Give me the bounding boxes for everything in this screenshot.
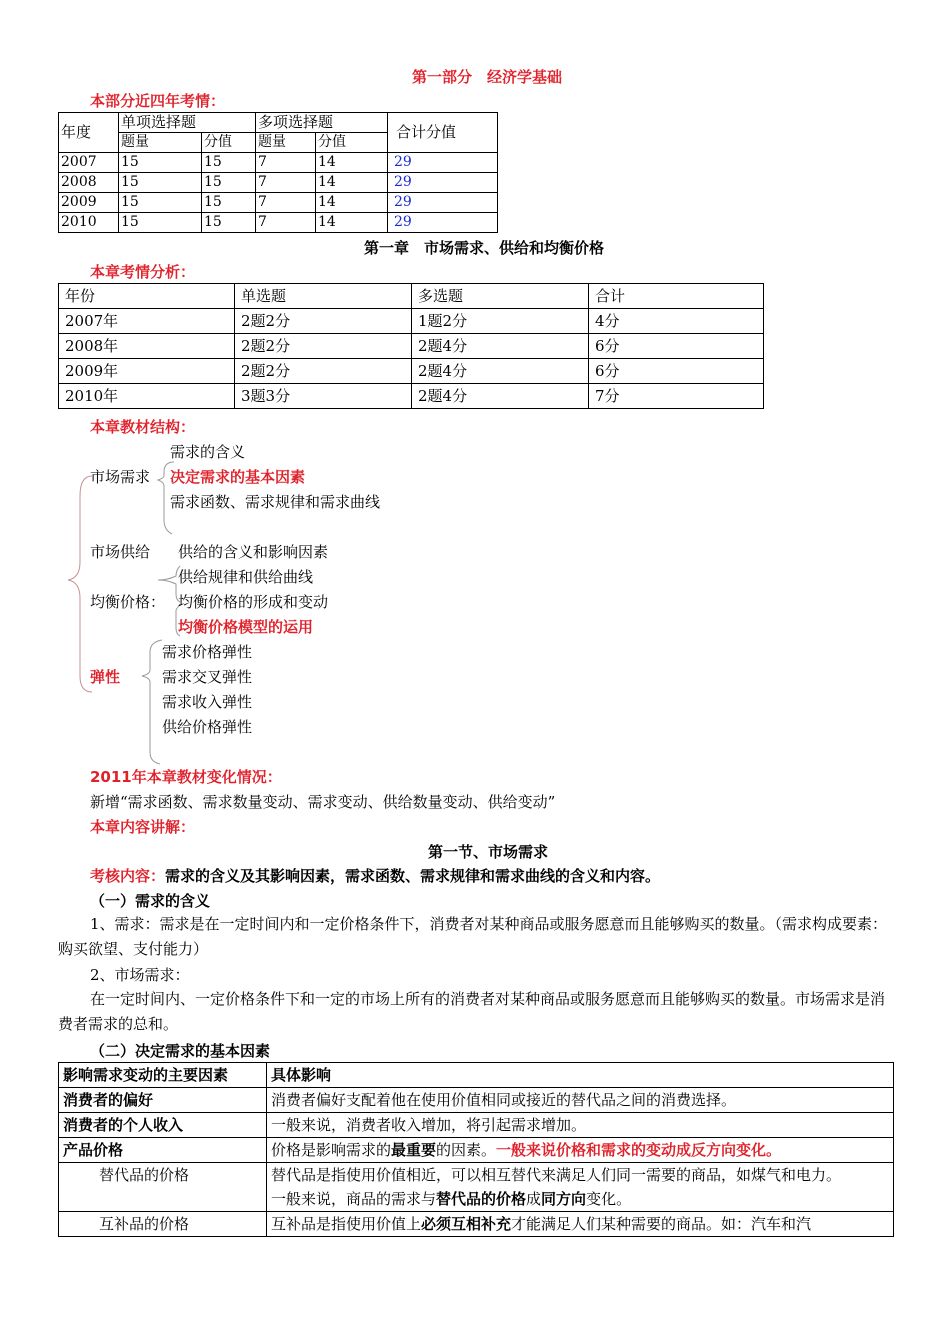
table-cell: 15	[119, 193, 202, 213]
table-cell	[267, 1163, 894, 1212]
table-cell: 产品价格	[59, 1138, 267, 1163]
text-line	[271, 1187, 889, 1211]
table-cell: 14	[316, 193, 388, 213]
table-cell: 1题2分	[412, 309, 589, 334]
table-cell: 3题3分	[235, 384, 412, 409]
table-cell: 2题2分	[235, 359, 412, 384]
table-cell	[267, 1212, 894, 1237]
tree-elasticity: 弹性	[90, 668, 121, 686]
chapter-title: 第一章 市场需求、供给和均衡价格	[364, 239, 605, 257]
table-cell: 15	[202, 173, 256, 193]
table-cell: 2007	[59, 153, 119, 173]
part-title: 第一部分 经济学基础	[412, 68, 563, 86]
text-run: 变化。	[586, 1190, 632, 1208]
change-label: 2011年本章教材变化情况：	[90, 768, 282, 786]
tree-elasticity-item: 需求收入弹性	[162, 693, 253, 711]
text-run: 替代品的价格	[436, 1190, 527, 1208]
text-run: 才能满足人们某种需要的商品。如：汽车和汽	[511, 1215, 812, 1233]
table-header-cell: 合计	[589, 284, 764, 309]
table-cell: 2题4分	[412, 384, 589, 409]
table-header-cell: 具体影响	[267, 1063, 894, 1088]
paragraph-demand-definition: 1、需求：需求是在一定时间内和一定价格条件下，消费者对某种商品或服务愿意而且能够购买的数量。（需求构成要素：购买欲望、支付能力）	[58, 915, 888, 958]
table-cell: 消费者偏好支配着他在使用价值相同或接近的替代品之间的消费选择。	[267, 1088, 894, 1113]
table-cell: 消费者的偏好	[59, 1088, 267, 1113]
table-row	[59, 1163, 894, 1212]
table-cell: 7	[256, 213, 316, 233]
table-header-cell: 单选题	[235, 284, 412, 309]
tree-demand-item: 决定需求的基本因素	[170, 468, 306, 486]
table-row	[59, 1113, 894, 1138]
table-cell: 6分	[589, 334, 764, 359]
tree-equilibrium-item: 均衡价格模型的运用	[178, 618, 314, 636]
table-cell: 29	[388, 193, 498, 213]
table-cell: 7	[256, 193, 316, 213]
exam-label: 本部分近四年考情：	[90, 92, 226, 110]
tree-supply-item: 供给的含义和影响因素	[178, 543, 329, 561]
tree-elasticity-item: 需求交叉弹性	[162, 668, 253, 686]
table-header-cell: 多选题	[412, 284, 589, 309]
tree-elasticity-item: 需求价格弹性	[162, 643, 253, 661]
exam-content	[90, 865, 660, 886]
table-cell: 29	[388, 213, 498, 233]
paragraph-market-demand-definition: 在一定时间内、一定价格条件下和一定的市场上所有的消费者对某种商品或服务愿意而且能够购买的数量。市场需求是消费者需求的总和。	[58, 990, 886, 1033]
table-row	[59, 1088, 894, 1113]
table-cell: 15	[202, 213, 256, 233]
table-cell: 2008年	[59, 334, 235, 359]
table1-header-score: 分值	[202, 133, 256, 153]
table-cell: 7分	[589, 384, 764, 409]
tree-demand-item: 需求的含义	[170, 443, 246, 461]
text-run: 的因素。	[436, 1141, 497, 1159]
table-cell: 29	[388, 173, 498, 193]
text-run: 一般来说价格和需求的变动成反方向变化。	[496, 1141, 782, 1159]
text-line: 替代品是指使用价值相近，可以相互替代来满足人们同一需要的商品，如煤气和电力。	[271, 1166, 842, 1184]
table-cell: 15	[119, 213, 202, 233]
subsection-title: （二）决定需求的基本因素	[90, 1042, 271, 1060]
subsection-title: （一）需求的含义	[90, 892, 211, 910]
text-run: 互补品是指使用价值上	[271, 1215, 422, 1233]
table-cell: 2题4分	[412, 359, 589, 384]
table-cell	[267, 1138, 894, 1163]
paragraph-market-demand-heading: 2、市场需求：	[90, 966, 190, 984]
table-cell: 2题2分	[235, 334, 412, 359]
table-cell: 7	[256, 153, 316, 173]
table-row	[59, 1138, 894, 1163]
table-cell: 15	[119, 173, 202, 193]
table1-header-multi: 多项选择题	[256, 113, 388, 133]
tree-equilibrium-item: 均衡价格的形成和变动	[178, 593, 329, 611]
change-text: 新增“需求函数、需求数量变动、需求变动、供给数量变动、供给变动”	[90, 793, 556, 811]
table-cell: 15	[119, 153, 202, 173]
table-cell: 15	[202, 153, 256, 173]
text-run: 必须互相补充	[421, 1215, 512, 1233]
text-run: 最重要	[391, 1141, 437, 1159]
table-cell: 14	[316, 153, 388, 173]
table-cell: 消费者的个人收入	[59, 1113, 267, 1138]
table-cell: 2009	[59, 193, 119, 213]
table-cell: 4分	[589, 309, 764, 334]
table-header-cell: 影响需求变动的主要因素	[59, 1063, 267, 1088]
table-cell: 2007年	[59, 309, 235, 334]
text-run: 同方向	[541, 1190, 587, 1208]
table1-header-single: 单项选择题	[119, 113, 256, 133]
content-label: 本章内容讲解：	[90, 818, 196, 836]
table-cell: 2008	[59, 173, 119, 193]
text-run: 成	[526, 1190, 542, 1208]
table-header-row	[59, 1063, 894, 1088]
table1-header-year: 年度	[59, 113, 119, 153]
exam-content-text: 需求的含义及其影响因素，需求函数、需求规律和需求曲线的含义和内容。	[165, 867, 661, 885]
text-run: 价格是影响需求的	[271, 1141, 392, 1159]
table-cell: 2010	[59, 213, 119, 233]
table-cell: 14	[316, 213, 388, 233]
table1-header-score: 分值	[316, 133, 388, 153]
table1-header-count: 题量	[256, 133, 316, 153]
tree-demand-item: 需求函数、需求规律和需求曲线	[170, 493, 381, 511]
table-cell: 互补品的价格	[59, 1212, 267, 1237]
table-header-cell: 年份	[59, 284, 235, 309]
table1-header-total: 合计分值	[388, 113, 498, 153]
tree-supply: 市场供给	[90, 543, 151, 561]
table-cell: 7	[256, 173, 316, 193]
text-run: 一般来说，商品的需求与	[271, 1190, 437, 1208]
demand-factors-table	[58, 1062, 894, 1237]
table-cell: 2009年	[59, 359, 235, 384]
chapter-exam-label: 本章考情分析：	[90, 263, 196, 281]
table-cell: 2010年	[59, 384, 235, 409]
table-cell: 2题4分	[412, 334, 589, 359]
table-cell: 一般来说，消费者收入增加，将引起需求增加。	[267, 1113, 894, 1138]
table-cell: 15	[202, 193, 256, 213]
section-title: 第一节、市场需求	[428, 843, 549, 861]
table-cell: 2题2分	[235, 309, 412, 334]
tree-demand: 市场需求	[90, 468, 151, 486]
table-cell: 替代品的价格	[59, 1163, 267, 1212]
table-cell: 14	[316, 173, 388, 193]
tree-equilibrium: 均衡价格：	[90, 593, 166, 611]
table-row	[59, 1212, 894, 1237]
exam-content-label: 考核内容：	[90, 867, 166, 885]
tree-elasticity-item: 供给价格弹性	[162, 718, 253, 736]
table-cell: 29	[388, 153, 498, 173]
table-cell: 6分	[589, 359, 764, 384]
tree-supply-item: 供给规律和供给曲线	[178, 568, 314, 586]
table1-header-count: 题量	[119, 133, 202, 153]
structure-label: 本章教材结构：	[90, 418, 196, 436]
